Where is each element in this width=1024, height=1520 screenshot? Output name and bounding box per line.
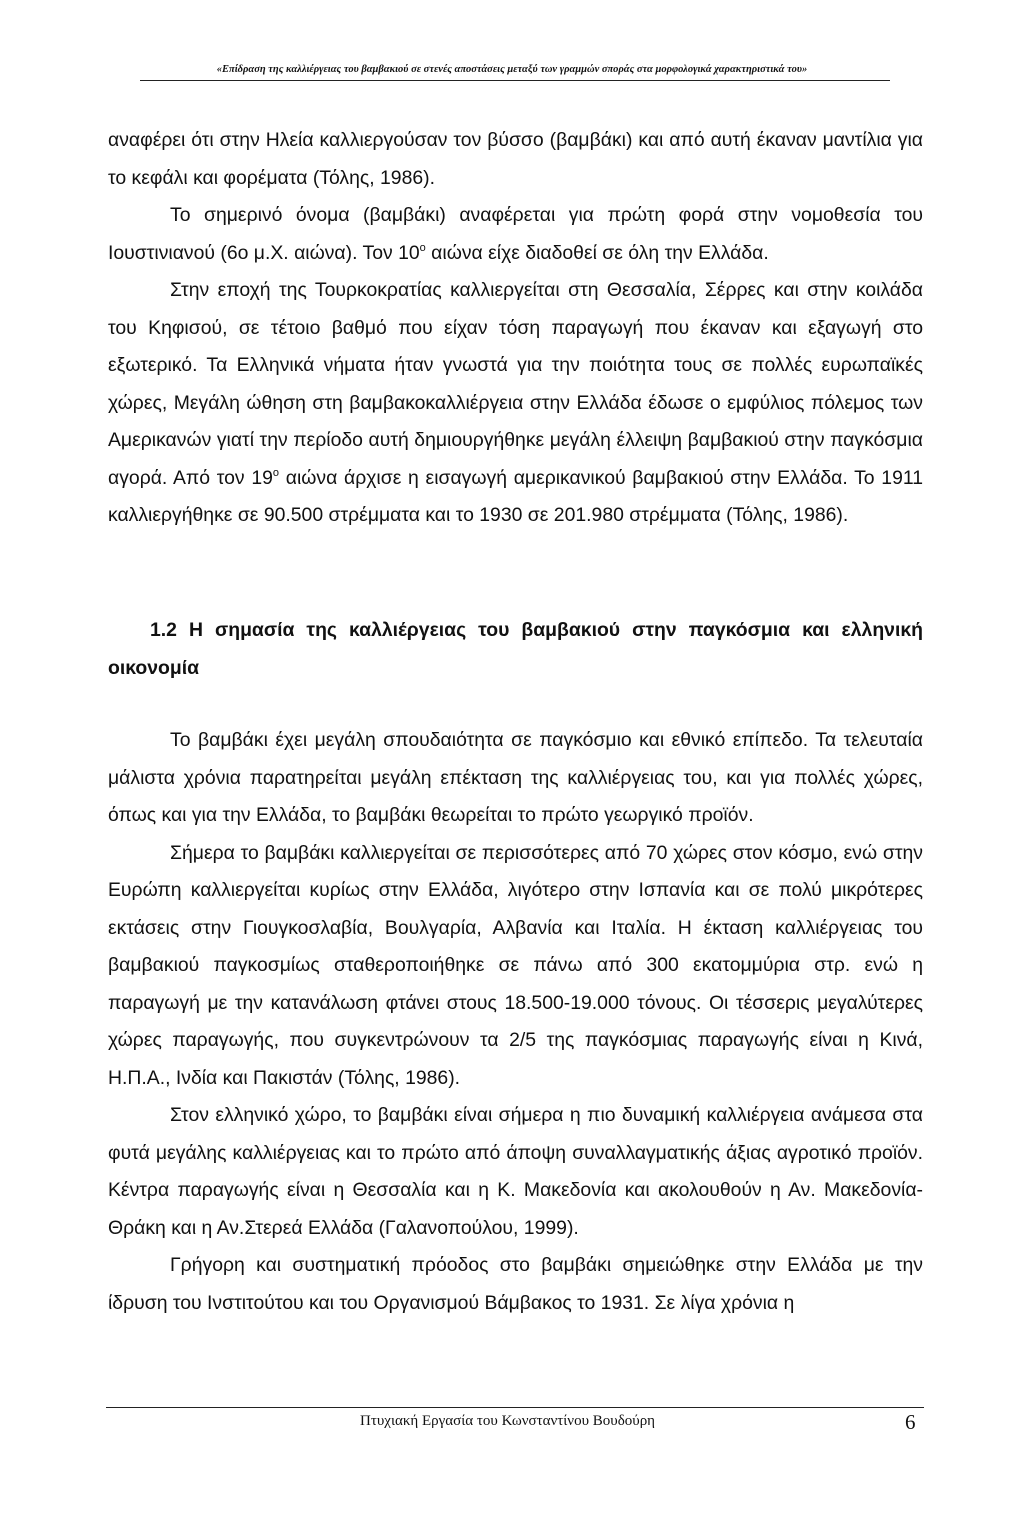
footer-divider bbox=[106, 1407, 924, 1408]
paragraph-name-origin-end: αιώνα είχε διαδοθεί σε όλη την Ελλάδα. bbox=[425, 241, 769, 264]
paragraph-ilia: αναφέρει ότι στην Ηλεία καλλιεργούσαν τον βύσσο (βαμβάκι) και από αυτή έκαναν μαντίλια για το κεφάλι και φορέματα (Τόλης, 1986). bbox=[108, 129, 923, 189]
page-number: 6 bbox=[905, 1410, 916, 1434]
paragraph-name-origin-start: Το σημερινό όνομα (βαμβάκι) αναφέρεται για πρώτη φορά στην νομοθεσία του Ιουστινιανού (6ο μ.Χ. αιώνα). Τον 10 bbox=[108, 204, 923, 264]
paragraph-turkish-era bbox=[108, 272, 923, 535]
paragraph-greek-crop: Στον ελληνικό χώρο, το βαμβάκι είναι σήμερα η πιο δυναμική καλλιέργεια ανάμεσα στα φυτά μεγάλης καλλιέργειας και το πρώτο από άποψη συναλλαγματικής άξιας αγροτικό προϊόν. Κέντρα παραγωγής είναι η Θεσσαλία και η Κ. Μακεδονία και ακολουθούν η Αν. Μακεδονία-Θράκη και η Αν.Στερεά Ελλάδα (Γαλανοπούλου, 1999). bbox=[108, 1104, 923, 1239]
paragraph-institute: Γρήγορη και συστηματική πρόοδος στο βαμβάκι σημειώθηκε στην Ελλάδα με την ίδρυση του Ινστιτούτου και του Οργανισμού Βάμβακος το 1931. Σε λίγα χρόνια η bbox=[108, 1254, 923, 1314]
running-header: «Επίδραση της καλλιέργειας του βαμβακιού σε στενές αποστάσεις μεταξύ των γραμμών σποράς στα μορφολογικά χαρακτηριστικά του» bbox=[216, 64, 808, 75]
paragraph-importance: Το βαμβάκι έχει μεγάλη σπουδαιότητα σε παγκόσμιο και εθνικό επίπεδο. Τα τελευταία μάλιστα χρόνια παρατηρείται μεγάλη επέκταση της καλλιέργειας του, και για πολλές χώρες, όπως και για την Ελλάδα, το βαμβάκι θεωρείται το πρώτο γεωργικό προϊόν. bbox=[108, 729, 923, 826]
superscript-o: ο bbox=[272, 466, 280, 479]
paragraph-turkish-era-end: αιώνα άρχισε η εισαγωγή αμερικανικού βαμβακιού στην Ελλάδα. Το 1911 καλλιεργήθηκε σε 90.500 στρέμματα και το 1930 σε 201.980 στρέμματα (Τόλης, 1986). bbox=[108, 466, 923, 526]
section-heading bbox=[108, 612, 923, 687]
body-block-importance bbox=[108, 722, 923, 1322]
superscript-o: ο bbox=[419, 241, 426, 254]
paragraph-world-production: Σήμερα το βαμβάκι καλλιεργείται σε περισσότερες από 70 χώρες στον κόσμο, ενώ στην Ευρώπη καλλιεργείται κυρίως στην Ελλάδα, λιγότερο στην Ισπανία και σε πολύ μικρότερες εκτάσεις στην Γιουγκοσλαβία, Βουλγαρία, Αλβανία και Ιταλία. Η έκταση καλλιέργειας του βαμβακιού παγκοσμίως σταθεροποιήθηκε σε πάνω από 300 εκατομμύρια στρ. ενώ η παραγωγή με την κατανάλωση φτάνει στους 18.500-19.000 τόνους. Οι τέσσερις μεγαλύτερες χώρες παραγωγής, που συγκεντρώνουν τα 2/5 της παγκόσμιας παραγωγής είναι η Κινά, Η.Π.Α., Ινδία και Πακιστάν (Τόλης, 1986). bbox=[108, 841, 923, 1089]
footer-text: Πτυχιακή Εργασία του Κωνσταντίνου Βουδούρη bbox=[360, 1413, 656, 1429]
paragraph-turkish-era-start: Στην εποχή της Τουρκοκρατίας καλλιεργείται στη Θεσσαλία, Σέρρες και στην κοιλάδα του Κηφισού, σε τέτοιο βαθμό που είχαν τόση παραγωγή που έκαναν και εξαγωγή στο εξωτερικό. Τα Ελληνικά νήματα ήταν γνωστά για την ποιότητα τους σε πολλές ευρωπαϊκές χώρες, Μεγάλη ώθηση στη βαμβακοκαλλιέργεια στην Ελλάδα έδωσε ο εμφύλιος πόλεμος των Αμερικανών γιατί την περίοδο αυτή δημιουργήθηκε μεγάλη έλλειψη βαμβακιού στην παγκόσμια αγορά. Από τον 19 bbox=[108, 279, 923, 489]
body-block-history bbox=[108, 122, 923, 535]
paragraph-name-origin bbox=[108, 197, 923, 272]
section-number: 1.2 bbox=[150, 619, 177, 641]
header-divider bbox=[140, 80, 890, 81]
section-title: Η σημασία της καλλιέργειας του βαμβακιού στην παγκόσμια και ελληνική οικονομία bbox=[108, 619, 923, 679]
